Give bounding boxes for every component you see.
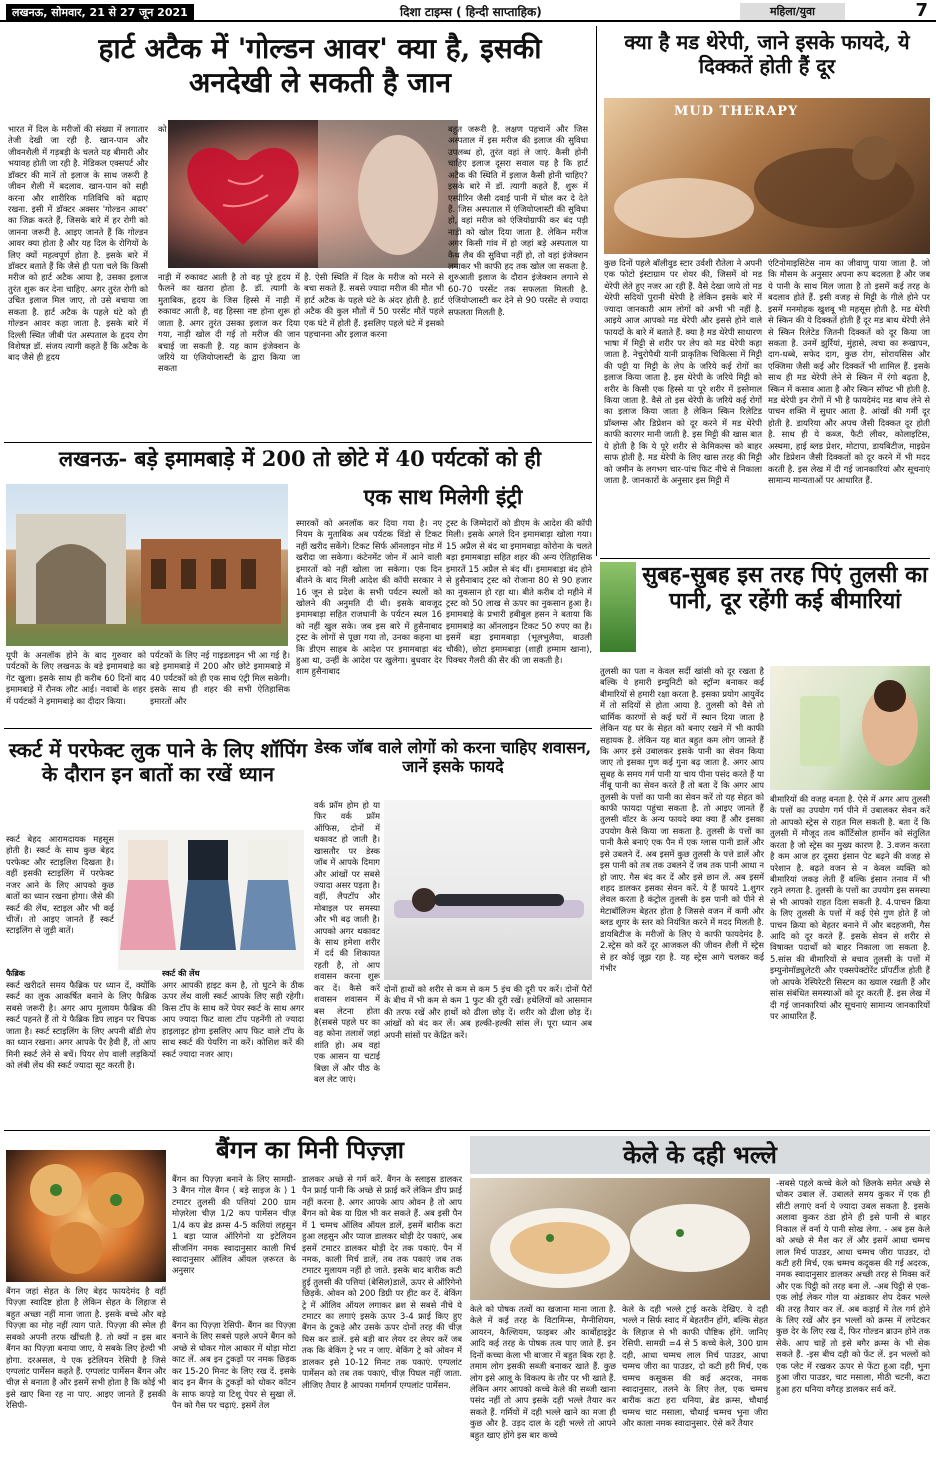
heart-col2: नाड़ी में रुकावट आती है तो वह पूरे हृदय में फैलने का खतरा होता है. डॉ. त्यागी के मुताबिक, हृदय के जिस हिस्से में नाड़ी में रुकावट आती है, वह हिस्सा नष्ट होना शुरू हो जाता है. अगर तुरंत उसका इलाज कर दिया गया, नाड़ी खोल दी गई तो मरीज की जान बचाई जा सकती है. यह काम इंजेक्शन के जरिये या एंजियोप्लास्टी के द्वारा किया जा सकता bbox=[158, 272, 300, 374]
skirt-caption-fabric: फैब्रिक bbox=[6, 969, 25, 978]
tulsi-col2: बीमारियों की वजह बनता है. ऐसे में अगर आप तुलसी के पत्तों का उपयोग गर्म पीने में उबालकर सेवन करें तो आपको स्ट्रेस से राहत मिल सकती है. बता दें कि तुलसी में मौजूद तत्व कॉर्टिसोल हार्मोन को संतुलित करता है जो स्ट्रेस का मुख्य कारण है. 3.वजन करता है कम आज हर दूसरा इंसान पेट बढ़ने की वजह से परेशान है. बढ़ते वजन से न केवल व्यक्ति को बीमारियां जकड़ लेती हैं बल्कि इंसान तनाव में भी रहने लगता है. तुलसी के पत्तों का उपयोग इस समस्या से भी आपको राहत दिला सकती है. 4.पाचन क्रिया के लिए तुलसी के पत्तों में कई ऐसे गुण होते हैं जो पाचन क्रिया को बेहतर बनाने में और बदहजमी, गैस आदि को दूर करते हैं. इसके सेवन से शरीर से विषाक्त पदार्थों को बाहर निकाला जा सकता है. 5.सांस की बीमारियों से बचाव तुलसी के पत्तों में इम्युनोमॉड्युलेटरी और एक्सपेक्टोरेंट प्रॉपर्टीज होती हैं जो आपके रेस्पिरेटरी सिस्टम का ख्याल रखती हैं और सांस संबंधित समस्याओं को दूर करती हैं. इस लेख में दी गई जानकारियां और सूचनाएं सामान्य जानकारियों पर आधारित हैं. bbox=[770, 794, 930, 1022]
kele-headline: केले के दही भल्ले bbox=[623, 1140, 777, 1169]
yoga-illustration bbox=[384, 800, 592, 980]
skirt-col1: स्कर्ट बेहद आरामदायक महसूस होती है। स्कर्ट के साथ कुछ बेहद परफेक्ट और स्टाइलिश दिखता है। वहीं इसकी स्टाइलिंग में परफेक्ट नजर आने के लिए आपको कुछ बातों का ध्यान रखना होगा। जैसे की स्कर्ट की लेंथ, स्टाइल और भी कई चीजें। तो आइए जानते हैं स्कर्ट स्टाइलिंग से जुड़ी बातें। bbox=[6, 834, 114, 936]
mud-col2: एंटिनोमाइसिटेस नाम का जीवाणु पाया जाता है. जो कि मौसम के अनुसार अपना रूप बदलता है और जब ये पानी के साथ मिल जाता है तो इसमें कई तरह के बदलाव होते हैं. इसी वजह से मिट्टी के गीले होने पर इसमें मनमोहक खुशबू भी महसूस होती है. मड थेरेपी से स्किन की ये दिक्कतें होती हैं दूर मड बाथ थेरेपी लेने से स्किन रिलेटेड जितनी दिक्कतें को दूर किया जा सकता है. उनमें झुर्रियां, मुंहासे, त्वचा का रूखापन, दाग-धब्बे, सफेद दाग, कुछ रोग, सोरायसिस और एक्जिमा जैसी कई और दिक्कतें भी शामिल हैं. इसके साथ ही मड थेरेपी लेने से स्किन में रंगो बढ़ता है, स्किन में कसाव आता है और स्किन सॉफ्ट भी होती है. मड थेरेपी इन रोगों में भी है फायदेमंद मड बाथ लेने से पाचन शक्ति में सुधार आता है. आंखों की गर्मी दूर होती है. डायरिया और अपच जैसी दिक्कत दूर होती है. साथ ही ये कब्ज, फैटी लीवर, कोलाइटिस, अस्थमा, हाई ब्लड प्रेशर, मोटापा, डायबिटीज, माइग्रेन और डिप्रेशन जैसी दिक्कतों को दूर करने में भी मदद करती है. इस लेख में दी गई जानकारियां और सूचनाएं सामान्य मान्यताओं पर आधारित हैं. bbox=[768, 258, 930, 486]
mud-col1: कुछ दिनों पहले बॉलीवुड स्टार उर्वशी रौतेला ने अपनी एक फोटो इंस्टाग्राम पर शेयर की, जिसमें वो मड थेरेपी लेते हुए नजर आ रही हैं. वैसे देखा जाये तो मड थेरेपी सदियों पुरानी थेरेपी है लेकिन इसके बारे में ज्यादा जानकारी आम लोगों को अभी भी नहीं है. आइये आज आपको मड थेरेपी और इससे होने वाले फायदों के बारे में बताते हैं. क्या है मड थेरेपी साधारण भाषा में मिट्टी से शरीर पर लेप को मड थेरेपी कहा जाता है. नेचुरोपैथी यानी प्राकृतिक चिकित्सा में मिट्टी की पट्टी या मिट्टी के लेप के जरिये कई रोगों का इलाज किया जाता है. इस थेरेपी के जरिये मिट्टी को शरीर के किसी एक हिस्से या पूरे शरीर में इस्तेमाल किया जाता है. वैसे तो इस थेरेपी के जरिये कई रोगों का इलाज किया जाता है लेकिन स्किन रिलेटिड प्रॉब्लम्स और डिप्रेशन को दूर करने में मड थेरेपी काफी कारगर मानी जाती है. इस मिट्टी की खास बात ये होती है कि ये पूरे शरीर से केमिकल्स को बाहर साफ होती है. मड थेरेपी के लिए खास तरह की मिट्टी को जमीन के लगभग चार-पांच फिट नीचे से निकाला जाता है. जानकारों के अनुसार इस मिट्टी में bbox=[604, 258, 762, 486]
mud-illustration bbox=[604, 98, 930, 254]
mud-therapy-photo bbox=[604, 98, 930, 254]
imambara-col3: स्मारकों को अनलॉक कर दिया गया है। नए नियम के मुताबिक अब पर्यटक विंडो से टिकट नहीं खरीद सकेंगे। टिकट सिर्फ ऑनलाइन मोड में खरीदा जा सकेगा। कंटेनमेंट जोन में आने वाली इमारतों को नहीं खोला जा सकेगा। एक दिन बीतने के बाद मिली आदेश की कॉपी सरकार ने 16 जून से प्रदेश के सभी पर्यटन स्थलों को खोलने की अनुमति दी थी। इसके बावजूद इमामबाड़ा सहित राजधानी के पर्यटन स्थल 16 को नहीं खुल सके। जब इस बारे में हुसैनाबाद ट्रस्ट के लोगों से पूछा गया तो, उनका कहना था कि डीएम साहब के आदेश पर इमामबाड़ा बंद हुआ था, उन्हीं के आदेश पर खुलेगा। बुधवार देर शाम हुसैनाबाद bbox=[296, 518, 442, 677]
divider bbox=[600, 558, 930, 559]
imambara-col4: ट्रस्ट के जिम्मेदारों को डीएम के आदेश की कॉपी मिली। इसके अगले दिन इमामबाड़ा खोला गया। 15 अप्रैल से बंद था इमामबाड़ा कोरोना के चलते बड़ा इमामबाड़ा सहित शहर की अन्य ऐतिहासिक इमारतें 15 अप्रैल से बंद थीं। इमामबाड़ा बंद होने से हुसैनाबाद ट्रस्ट को रोजाना 80 से 90 हजार का नुकसान हो रहा था। बीते करीब दो महीने में ट्रस्ट को 50 लाख से ऊपर का नुकसान हुआ है। इमामबाड़े के प्रभारी हबीबुल हसन ने बताया कि इमामबाड़े का ऑनलाइन टिकट 50 रुपए का है। इसमें बड़ा इमामबाड़ा (भूलभुलैया, बाउली चौकी), छोटा इमामबाड़ा (शाही हम्माम खाना), पिक्चर गैलरी की सैर की जा सकती है। bbox=[446, 518, 592, 666]
pizza-col1a: बैंगन का पिज़्ज़ा बनाने के लिए सामग्री- 3 बैंगन गोल बैंगन ( बड़े साइज के ) 1 टमाटर तुलसी की पत्तियां 200 ग्राम मोज़रेला चीज़ 1/2 कप पार्मेसन चीज़ 1/4 कप ब्रेड क्रम्स 4-5 कलियां लहसुन 1 बड़ा प्याज ऑरिगेनो या इटेलियन सीजनिंग नमक स्वादानुसार काली मिर्च स्वादानुसार ऑलिव ऑयल ज़रूरत के अनुसार bbox=[172, 1174, 296, 1276]
kele-col2: केले के दही भल्ले ट्राई करके देखिए. ये दही भल्ले न सिर्फ स्वाद में बेहतरीन होंगे, बल्कि सेहत के लिहाज से भी काफी पौष्टिक होंगे. जानिए रेसिपी. सामग्री =4 से 5 कच्चे केले, 300 ग्राम दही, आधा चम्मच लाल मिर्च पाउडर, आधा चम्मच जीरा का पाउडर, दो कटी हरी मिर्च, एक चम्मच कसूकस की कई अदरक, नमक स्वादानुसार, तलने के लिए तेल, एक चम्मच बारीक कटा हरा धनिया, ब्रेड क्रम्स, चौथाई चम्मच चाट मसाला, चौथाई चम्मच भुना जीरा और काला नमक स्वादानुसार. ऐसे करें तैयार bbox=[622, 1304, 768, 1429]
pizza-col1b: बैंगन का पिज़्ज़ा रेसिपी- बैंगन का पिज़्ज़ा बनाने के लिए सबसे पहले अपने बैंगन को अच्छे से धोकर गोल आकार में थोड़ा मोटा काट लें. अब इन टुकड़ों पर नमक छिड़क कर 15-20 मिनट के लिए रख दें. इसके बाद इन बैंगन के टुकड़ों को धोकर कॉटन के साफ कपड़े या टिशू पेपर से सुखा लें. पैन को गैस पर चढ़ाएं. इसमें तेल bbox=[172, 1320, 296, 1410]
imambara-headline-line1: लखनऊ- बड़े इमामबाड़े में 200 तो छोटे में 40 पर्यटकों को ही bbox=[58, 446, 542, 471]
divider bbox=[4, 728, 592, 729]
skirt-illustration bbox=[118, 830, 304, 970]
heart-col4: बहुत जरूरी है. लक्षण पहचानें और जिस अस्पताल में इस मरीज की इलाज की सुविधा उपलब्ध हो, तुरंत वहां ले जाएं. कैसी होनी चाहिए इलाज दूसरा सवाल यह है कि हार्ट अटैक की स्थिति में इलाज कैसी होनी चाहिए? इसके बारे में डॉ. त्यागी कहते हैं, शुरू में एस्पीरिन जैसी दवाई पानी में घोल कर दे देते हैं. जिस अस्पताल में एंजियोप्लास्टी की सुविधा हो, वहां मरीज को एंजियोग्राफी कर बंद पड़ी नाड़ी को खोल दिया जाता है. लेकिन मरीज अगर किसी गांव में हो जहां बड़े अस्पताल या कैथ लैब की सुविधा नहीं हो, तो वहां इंजेक्शन लगाकर भी काफी हद तक खोल जा सकता है. शुरुआती इलाज के दौरान इंजेक्शन लगाने से 60-70 परसेंट तक सफलता मिलती है. एंजियोप्लास्टी कर देने से 90 परसेंट से ज्यादा सफलता मिलती है. bbox=[448, 124, 588, 317]
heart-col1: भारत में दिल के मरीजों की संख्या में लगातार तेजी देखी जा रही है. खान-पान और जीवनशैली में गड़बड़ी के चलते यह बीमारी और भयावह होती जा रही है. मेडिकल एक्सपर्ट और डॉक्टर की मानें तो इलाज के साथ जरूरी है जीवन शैली में बदलाव. खान-पान को सही करना और शारीरिक गतिविधि को बढ़ाए रखना. इसी में डॉक्टर अक्सर 'गोल्डन आवर' का जिक्र करते हैं, जिसके बारे में हर रोगी को जानना जरूरी है. आइए जानते हैं कि गोल्डन आवर क्या होता है और यह दिल के रोगियों के लिए क्यों महत्वपूर्ण होता है. इसके बारे में डॉक्टर बताते हैं कि जैसे ही पता चले कि किसी मरीज को हार्ट अटैक आया है, उसका इलाज तुरंत शुरू कर देना चाहिए. अगर तुरंत रोगी को उचित इलाज मिल जाए, तो उसे बचाया जा सकता है. हार्ट अटैक के पहले घंटे को ही गोल्डन आवर कहा जाता है. इसके बारे में दिल्ली स्थित जीबी पंत अस्पताल के हृदय रोग विशेषज्ञ डॉ. संजय त्यागी कहते हैं कि अटैक के बाद जैसे ही हृदय bbox=[8, 124, 148, 363]
mud-headline: क्या है मड थेरेपी, जाने इसके फायदे, ये दिक्कतें होती हैं दूर bbox=[624, 30, 910, 78]
desk-col2: दोनों हाथों को शरीर से कम से कम 5 इंच की दूरी पर करें। दोनों पैरों के बीच में भी कम से कम 1 फुट की दूरी रखें। हथेलियों को आसमान की तरफ रखें और हाथों को ढीला छोड़ दें। शरीर को ढीला छोड़ दें। आंखों को बंद कर लें। अब हल्की-हल्की सांस लें। पूरा ध्यान अब अपनी सांसों पर केंद्रित करें। bbox=[384, 984, 592, 1040]
skirt-models-photo bbox=[118, 830, 304, 970]
skirt-col1b: स्कर्ट खरीदते समय फैब्रिक पर ध्यान दें, क्योंकि स्कर्ट का लुक आकर्षित बनाने के लिए फैब्रिक सबसे जरूरी है। अगर आप मुलायम फैब्रिक की स्कर्ट पहनते हैं तो ये फैब्रिक डिप लाइन पर चिपक जाता है। स्कर्ट स्टाइलिंग के लिए अपनी बॉडी शेप का ध्यान रखना। अगर आपके पैर हैवी हैं, तो आप मिनी स्कर्ट लेने से बचें। पियर शेप वाली लड़कियों को लंबी लेंथ की स्कर्ट ज्यादा सूट करती है। bbox=[6, 980, 156, 1070]
masthead-paper-name: दिशा टाइम्स ( हिन्दी साप्ताहिक) bbox=[400, 5, 542, 19]
skirt-caption-length: स्कर्ट की लेंथ bbox=[162, 969, 200, 978]
kele-headline-banner bbox=[470, 1136, 930, 1174]
tulsi-headline: सुबह-सुबह इस तरह पिएं तुलसी का पानी, दूर रहेंगी कई बीमारियां bbox=[642, 562, 928, 615]
eggplant-pizza-photo bbox=[6, 1150, 166, 1282]
imambara-building bbox=[6, 484, 288, 646]
imambara-headline-line2: एक साथ मिलेगी इंट्री bbox=[363, 484, 523, 509]
bhalle-illustration bbox=[470, 1178, 770, 1300]
mud-photo-label: MUD THERAPY bbox=[674, 104, 799, 119]
kele-col1: केले को पोषक तत्वों का खजाना माना जाता है. केले में कई तरह के विटामिन्स, मैग्नीशियम, आयरन, कैल्शियम, फाइबर और कार्बोहाइड्रेट आदि कई तरह के पोषक तत्व पाए जाते हैं. इन दिनों कच्चा केला भी बाजार में बहुत बिक रहा है. तमाम लोग इसकी सब्जी बनाकर खाते हैं. कुछ लोग इसे आलू के विकल्प के तौर पर भी खाते हैं. लेकिन अगर आपको कच्चे केले की सब्जी खाना पसंद नहीं तो आप इसके दही भल्ले तैयार कर सकते हैं. गर्मियों में दही भल्ले खाने का मजा ही कुछ और है. उड़द दाल के दही भल्ले तो आपने बहुत खाए होंगे इस बार कच्चे bbox=[470, 1304, 616, 1440]
pizza-col2: डालकर अच्छे से गर्म करें. बैंगन के स्लाइस डालकर पैन फ्राई पानी कि अच्छे से फ्राई करें लेकिन डीप फ्राई नहीं करना है. अगर आपके आप ओवन है तो आप बैंगन को बेक या ग्रिल भी कर सकते हैं. अब इसी पैन में 1 चम्मच ऑलिव ऑयल डालें, इसमें बारीक कटा हुआ लहसुन और प्याज डालकर थोड़ी देर पकाएं, अब इसमें टमाटर डालकर थोड़ी देर तक पकाएं. पैन में नमक, काली मिर्च डालें, तब तक पकाएं जब तक टमाटर मुलायम नहीं हो जाते. इसके बाद बारीक कटी हुई तुलसी की पत्तियां (बेसिल)डालें, ऊपर से ऑरिगेनो छिड़कें. ओवन को 200 डिग्री पर हीट कर दें. बेकिंग ट्रे में ऑलिव ऑयल लगाकर ब्रश से सबसे नीचे ये टमाटर का लगाएं इसके ऊपर 3-4 फ्राई किए हुए बैंगन के टुकड़े और उसके ऊपर दोनों तरह की चीज़ घिस कर डालें. इसे बड़ी बार लेयर दर लेयर करें जब तक कि बेकिंग ट्रे भर न जाए. बेकिंग ट्रे को ओवन में डालकर इसे 10-12 मिनट तक पकाएं. एग्पलांट पार्मेसन को तब तक पकाएं, चीज़ पिघल नहीं जाता. लीजिए तैयार है आपका गर्मागर्म एग्पलांट पार्मेसन. bbox=[302, 1174, 462, 1390]
pizza-headline: बैंगन का मिनी पिज़्ज़ा bbox=[216, 1136, 404, 1164]
dahi-bhalle-photo bbox=[470, 1178, 770, 1300]
tulsi-drink-photo bbox=[770, 666, 930, 790]
imambara-photo bbox=[6, 484, 288, 646]
pizza-illustration bbox=[6, 1150, 166, 1282]
heart-col3: है. ऐसी स्थिति में दिल के मरीज को मरने से बचा सकते हैं. सबसे ज्यादा मरीज की मौत भी हार्ट अटैक के पहले घंटे के अंदर होती है. हार्ट अटैक की कुल मौतों में 50 परसेंट मौतें पहले एक घंटे में होती हैं. इसलिए पहले घंटे में इसको पहचानना और इलाज करना bbox=[304, 272, 444, 340]
tulsi-leaf-photo bbox=[600, 562, 636, 652]
heart-col2-top: को bbox=[158, 124, 167, 134]
imambara-col1: यूपी के अनलॉक होने के बाद गुरुवार को पर्यटकों के लिए लखनऊ के बड़े इमामबाड़े का गेट खुला। इसके साथ ही करीब 60 दिनों बाद इमामबाड़े में रौनक लौट आई। नवाबों के शहर में पर्यटकों ने इमामबाड़े का दीदार किया। bbox=[6, 650, 146, 706]
imambara-col2: पर्यटकों के लिए नई गाइडलाइन भी आ गई है। बड़े इमामबाड़े में 200 और छोटे इमामबाड़े में 40 पर्यटकों को ही एक साथ एंट्री मिल सकेगी। इसके साथ ही शहर की सभी ऐतिहासिक इमारतों और bbox=[150, 650, 290, 706]
page-number: 7 bbox=[915, 0, 928, 21]
divider bbox=[596, 26, 597, 556]
desk-headline: डेस्क जॉब वाले लोगों को करना चाहिए शवासन, जानें इसके फायदे bbox=[314, 738, 592, 777]
heart-illustration bbox=[168, 120, 458, 268]
divider bbox=[4, 442, 592, 443]
divider bbox=[4, 1130, 930, 1131]
masthead-date: लखनऊ, सोमवार, 21 से 27 जून 2021 bbox=[6, 4, 194, 21]
masthead bbox=[0, 0, 936, 22]
pizza-col-left: बैंगन जहां सेहत के लिए बेहद फायदेमंद है वहीं पिज़्ज़ा स्वादिष्ट होता है लेकिन सेहत के लिहाज से बहुत अच्छा नहीं माना जाता है. इसके बच्चे और बड़े पिज़्ज़ा का मोह नहीं त्याग पाते. पिज़्ज़ा की स्मेल ही सबको अपनी तरफ खींचती है. तो क्यों न इस बार बैंगन का पिज़्ज़ा बनाया जाए, ये सबके लिए हेल्दी भी होगा. दरअसल, ये एक इटेलियन रेसिपी है जिसे एग्पलांट पार्मेसन कहते हैं. एग्पलांट पार्मेसन बैंगन और चीज़ से बनाता है और इसमें सभी होता है कि कोई भी इसे खाए बिना रह ना पाए. आइए जानते हैं इसकी रेसिपी- bbox=[6, 1286, 166, 1411]
desk-col1: वर्क फ्रॉम होम हो या फिर वर्क फ्रॉम ऑफिस, दोनों में थकावट हो जाती है। खासतौर पर डेस्क जॉब में आपके दिमाग और आंखों पर सबसे ज्यादा असर पड़ता है। वहीं, लैपटॉप और मोबाइल पर समस्या और भी बढ़ जाती है। आपको अगर थकावट के साथ हमेशा शरीर में दर्द की शिकायत रहती है, तो आप शवासन करना शुरू कर दें। कैसे करें शवासन शवासन में बस लेटना होता है(सबसे पहले घर का वह कोना तलाशें जहां शांति हो। अब वहां एक आसन या चटाई बिछा लें और पीठ के बल लेट जाएं। bbox=[314, 800, 380, 1085]
tulsi-col1: तुलसी का पता न केवल सर्दी खांसी को दूर रखता है बल्कि ये हमारी इम्युनिटी को स्ट्रॉन्ग बनाकर कई बीमारियों से हमारी रक्षा करता है. इसका प्रयोग आयुर्वेद में तो सदियों से होता आया है. तुलसी को वैसे तो धार्मिक कारणों से कई घरों में स्थान दिया जाता है लेकिन यह घर के सेहत को बनाए रखने में भी काफी सहायक है. लेकिन यह बात बहुत कम लोग जानते हैं कि अगर इसे उबालकर इसके पानी का सेवन किया जाए तो इसका गुण कई गुना बढ़ जाता है. अगर आप सुबह के समय गर्म पानी या चाय पीना पसंद करते हैं या नींबू पानी का सेवन करते हैं तो बता दें कि अगर आप तुलसी के पत्तों का पानी का सेवन करें तो यह सेहत को काफी फायदा पहुंचा सकता है. तो आइए जानते हैं तुलसी वॉटर के अन्य फायदे क्या क्या हैं और इसका उपयोग कैसे किया जा सकता है. तुलसी के पत्तों का पानी कैसे बनाएं एक पैन में एक ग्लास पानी डालें और इसे उबलने दें. अब इसमें कुछ तुलसी के पत्ते डालें और इस पानी को तब तक उबलने दें जब तक पानी आधा न हो जाए. गैस बंद कर दें और इसे छान लें. अब इसमें शहद डालकर इसका सेवन करें. ये हैं फायदे 1.शुगर लेवल करता है कंट्रोल तुलसी के इस पानी को पीने से मेटाबॉलिज्म बेहतर होता है जिससे वजन में कमी और ब्लड शुगर के स्तर को नियंत्रित करने में मदद मिलती है. डायबिटीज के मरीजों के लिए ये काफी फायदेमंद है. 2.स्ट्रेस को करें दूर आजकल की जीवन शैली में स्ट्रेस से हर कोई जूझ रहा है. यह स्ट्रेस आगे चलकर कई गंभीर bbox=[600, 666, 764, 973]
kele-col3: -सबसे पहले कच्चे केले को छिलके समेत अच्छे से धोकर उबाल लें. उबालते समय कुकर में एक ही सीटी लगाएं वर्ना ये ज्यादा उबल सकता है. इसके अलावा कुकर ठंडा होने ही इसे पानी से बाहर निकाल लें वर्ना ये पानी सोख लेगा. - अब इस केले को अच्छे से मैश कर लें और इसमें आधा चम्मच लाल मिर्च पाउडर, आधा चम्मच जीरा पाउडर, दो कटी हरी मिर्च, एक चम्मच कदूकस की गई अदरक, नमक स्वादानुसार डालकर अच्छी तरह से मिक्स करें और एक पिट्ठी को तरह बना लें. -अब पिट्ठी से एक-एक लोई लेकर गोल या अंडाकार शेप देकर भल्ले की तरह तैयार कर लें. अब कड़ाई में तेल गर्म होने के लिए रखें और इन भल्लों को क्रम्स में लपेटकर कुछ देर के लिए रख दें, फिर गोल्डन ब्राउन होने तक सेकें. आप चाहें तो इसे बगैर क्रम्स के भी सेक सकते हैं. -इस बीच दही को फेंट लें. इन भल्लों को एक प्लेट में रखकर ऊपर से फेंटा हुआ दही, भुना हुआ जीरा पाउडर, चाट मसाला, मीठी चटनी, कटा हुआ हरा धनिया वगैरह डालकर सर्व करें. bbox=[776, 1178, 930, 1394]
heart-photo bbox=[168, 120, 458, 268]
desk-yoga-photo bbox=[384, 800, 592, 980]
tulsi-illustration bbox=[770, 666, 930, 790]
masthead-section: महिला/युवा bbox=[740, 3, 845, 20]
skirt-col2: अगर आपकी हाइट कम है, तो घुटने के ठीक ऊपर लेंथ वाली स्कर्ट आपके लिए सही रहेगी। किस टॉप के साथ करें पेयर स्कर्ट के साथ अगर आप ज्यादा फिट वाला टॉप पहनेंगी तो ज्यादा हाइलाइट होगा इसलिए आप फिट वाले टॉप के साथ स्कर्ट की पेयरिंग ना करें। कोशिश करें की स्कर्ट ज्यादा नजर आए। bbox=[162, 980, 304, 1059]
skirt-headline: स्कर्ट में परफेक्ट लुक पाने के लिए शॉपिंग के दौरान इन बातों का रखें ध्यान bbox=[8, 738, 308, 786]
heart-headline: हार्ट अटैक में 'गोल्डन आवर' क्या है, इसकी अनदेखी ले सकती है जान bbox=[98, 32, 542, 99]
